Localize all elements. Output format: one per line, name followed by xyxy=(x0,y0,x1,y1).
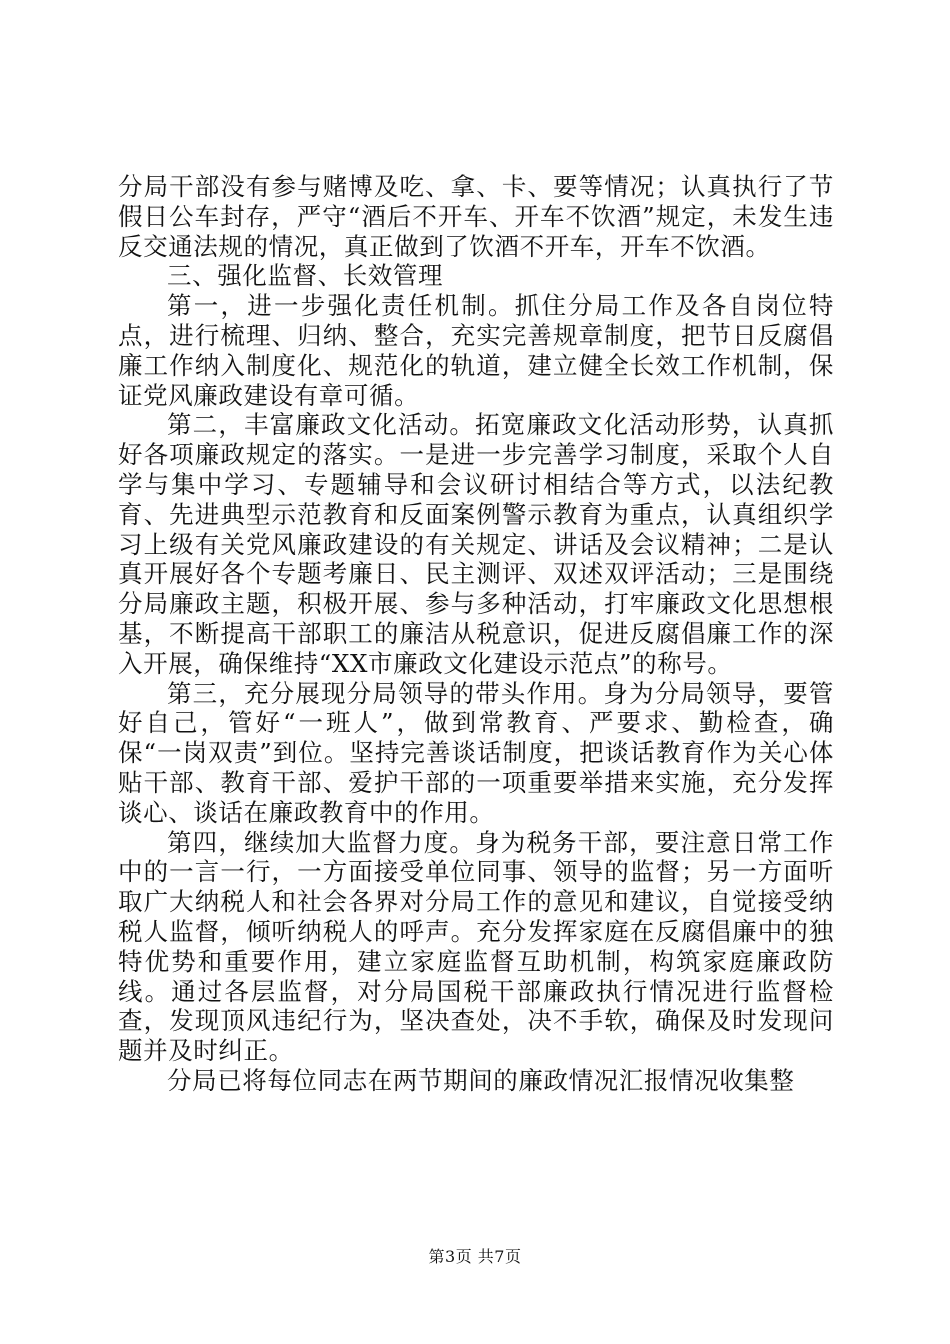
paragraph-fourth: 第四，继续加大监督力度。身为税务干部，要注意日常工作中的一言一行，一方面接受单位同事、领导的监督；另一方面听取广大纳税人和社会各界对分局工作的意见和建议，自觉接受纳税人监督，倾听纳税人的呼声。充分发挥家庭在反腐倡廉中的独特优势和重要作用，建立家庭监督互助机制，构筑家庭廉政防线。通过各层监督，对分局国税干部廉政执行情况进行监督检查，发现顶风违纪行为，坚决查处，决不手软，确保及时发现问题并及时纠正。 xyxy=(118,827,834,1066)
document-body xyxy=(118,172,834,1096)
page-number-footer: 第3页 共7页 xyxy=(428,1247,522,1266)
paragraph-continuation: 分局干部没有参与赌博及吃、拿、卡、要等情况；认真执行了节假日公车封存，严守“酒后不开车、开车不饮酒”规定，未发生违反交通法规的情况，真正做到了饮酒不开车，开车不饮酒。 xyxy=(118,172,834,261)
section-heading-3: 三、强化监督、长效管理 xyxy=(167,261,444,291)
paragraph-second: 第二，丰富廉政文化活动。拓宽廉政文化活动形势，认真抓好各项廉政规定的落实。一是进一步完善学习制度，采取个人自学与集中学习、专题辅导和会议研讨相结合等方式，以法纪教育、先进典型示范教育和反面案例警示教育为重点，认真组织学习上级有关党风廉政建设的有关规定、讲话及会议精神；二是认真开展好各个专题考廉日、民主测评、双述双评活动；三是围绕分局廉政主题，积极开展、参与多种活动，打牢廉政文化思想根基，不断提高干部职工的廉洁从税意识，促进反腐倡廉工作的深入开展，确保维持“XX市廉政文化建设示范点”的称号。 xyxy=(118,410,834,678)
paragraph-first: 第一，进一步强化责任机制。抓住分局工作及各自岗位特点，进行梳理、归纳、整合，充实完善规章制度，把节日反腐倡廉工作纳入制度化、规范化的轨道，建立健全长效工作机制，保证党风廉政建设有章可循。 xyxy=(118,291,834,410)
paragraph-third: 第三，充分展现分局领导的带头作用。身为分局领导，要管好自己，管好“一班人”，做到常教育、严要求、勤检查，确保“一岗双责”到位。坚持完善谈话制度，把谈话教育作为关心体贴干部、教育干部、爱护干部的一项重要举措来实施，充分发挥谈心、谈话在廉政教育中的作用。 xyxy=(118,678,834,827)
paragraph-closing: 分局已将每位同志在两节期间的廉政情况汇报情况收集整 xyxy=(167,1065,795,1095)
